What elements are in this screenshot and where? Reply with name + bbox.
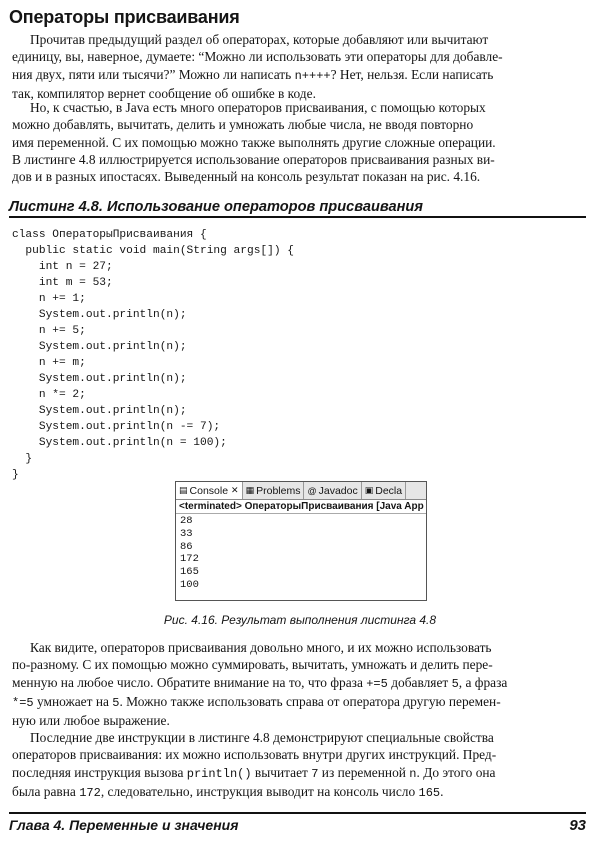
tab-declaration[interactable]: ▣ Decla bbox=[362, 482, 406, 499]
page-number: 93 bbox=[569, 817, 586, 834]
inline-code: n++++ bbox=[294, 68, 331, 83]
console-tab-bar bbox=[176, 482, 426, 500]
intro-paragraph: Прочитав предыдущий раздел об операторах, которые добавляют или вычитают единицу, вы, наверное, думаете: “Можно ли использовать эти операторы для добавле- ния двух, пяти или тысячи?” Можно ли написать n++++? Нет, нельзя. Если написать так, компилятор вернет сообщение об ошибке в коде. bbox=[12, 32, 503, 101]
section-title: Операторы присваивания bbox=[9, 7, 240, 27]
assignment-paragraph: Но, к счастью, в Java есть много операторов присваивания, с помощью которых можно добавлять, вычитать, делить и умножать любые числа, не вводя повторно имя переменной. С их помощью можно также выполнять другие сложные операции. В листинге 4.8 иллюстрируется использование операторов присваивания разных ви- дов и в разных ипостасях. Выведенный на консоль результат показан на рис. 4.16. bbox=[12, 100, 496, 185]
declaration-icon: ▣ bbox=[364, 485, 374, 495]
code-listing: class ОператорыПрисваивания { public static void main(String args[]) { int n = 27; int m = 53; n += 1; System.out.println(n); n += 5; System.out.println(n); n += m; System.out.println(n); n *= 2; System.out.println(n); System.out.println(n -= 7); System.out.println(n = 100); } } bbox=[12, 229, 294, 481]
figure-caption: Рис. 4.16. Результат выполнения листинга 4.8 bbox=[163, 613, 437, 627]
javadoc-icon: @ bbox=[307, 485, 317, 496]
console-screenshot bbox=[175, 481, 427, 601]
tab-console[interactable]: ▤ Console ✕ bbox=[176, 482, 243, 499]
explanation-paragraph: Как видите, операторов присваивания довольно много, и их можно использовать по-разному. С их помощью можно суммировать, вычитать, умножать и делить пере- менную на любое число. Обратите внимание на то, что фраза +=5 добавляет 5, а фраза *=5 умножает на 5. Можно также использовать справа от оператора другую перемен- ную или любое выражение. bbox=[12, 640, 508, 729]
close-icon[interactable]: ✕ bbox=[231, 485, 239, 495]
tab-problems[interactable]: ▦ Problems bbox=[243, 482, 305, 499]
last-instructions-paragraph: Последние две инструкции в листинге 4.8 демонстрируют специальные свойства операторов присваивания: их можно использовать внутри других инструкций. Пред- последняя инструкция вызова println() вычитает 7 из переменной n. До этого она была равна 172, следовательно, инструкция выводит на консоль число 165. bbox=[12, 730, 497, 800]
problems-icon: ▦ bbox=[245, 485, 255, 495]
console-output: 28 33 86 172 165 100 bbox=[180, 515, 199, 591]
console-status: <terminated> ОператорыПрисваивания [Java App bbox=[176, 500, 426, 514]
page-footer bbox=[9, 812, 586, 835]
chapter-title: Глава 4. Переменные и значения bbox=[9, 817, 239, 833]
listing-title: Листинг 4.8. Использование операторов присваивания bbox=[9, 199, 586, 218]
tab-javadoc[interactable]: @ Javadoc bbox=[304, 482, 361, 499]
console-icon: ▤ bbox=[179, 485, 188, 495]
